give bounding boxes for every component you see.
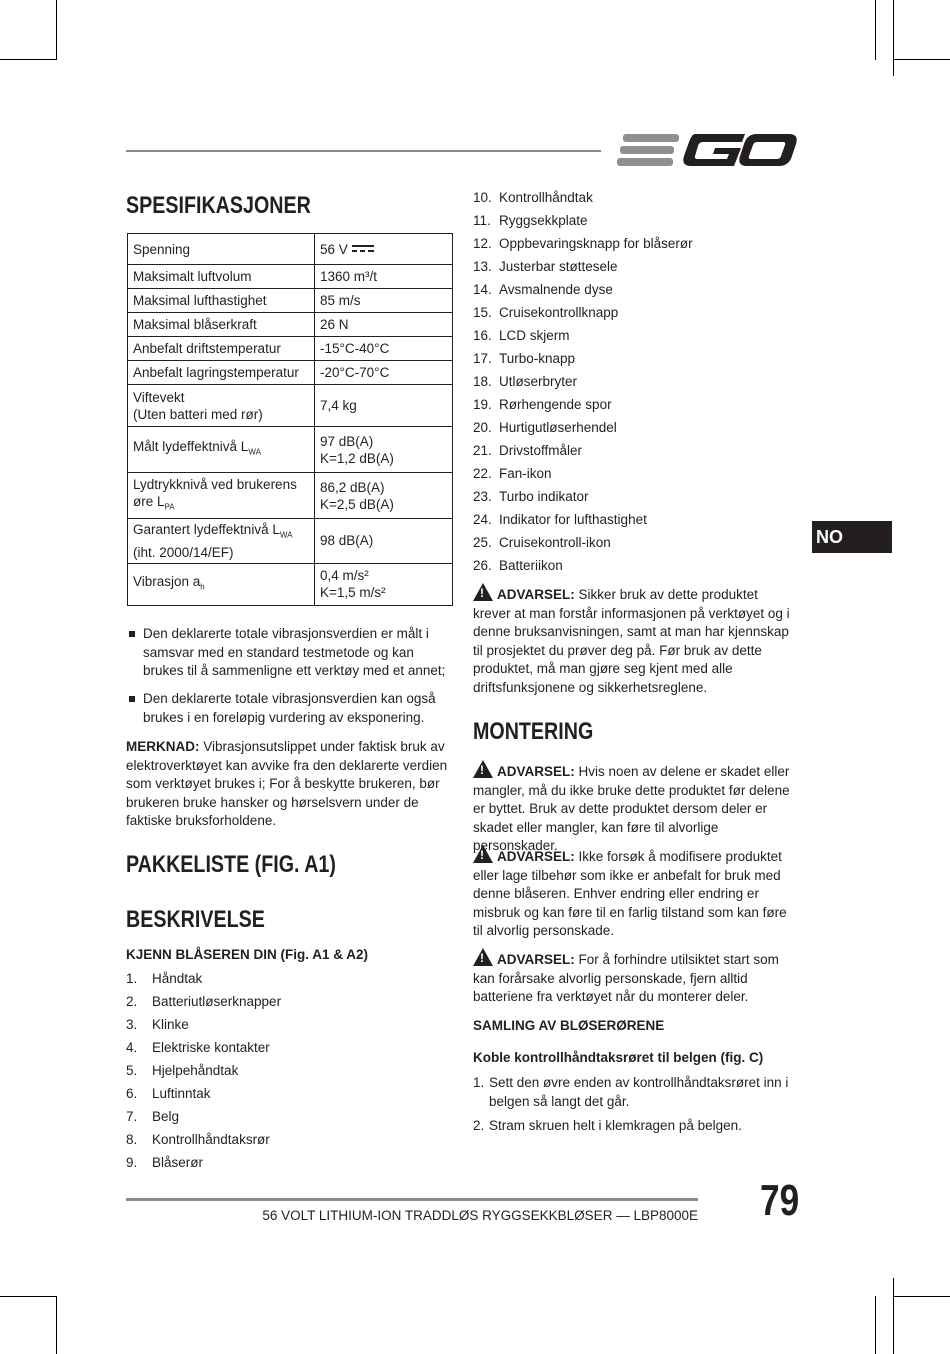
table-cell: 56 V [315, 234, 453, 265]
table-row [128, 473, 453, 519]
list-item-label: Turbo-knapp [499, 351, 576, 366]
list-item [126, 1151, 281, 1174]
crop-mark [56, 1296, 57, 1354]
list-item-label: Fan-ikon [499, 466, 552, 481]
list-item [126, 990, 281, 1013]
list-item-number: 21. [473, 443, 492, 458]
list-item [473, 209, 693, 232]
list-item-label: Ryggsekkplate [499, 213, 588, 228]
table-row [128, 337, 453, 361]
table-cell: -20°C-70°C [315, 361, 453, 385]
list-item-label: Drivstoffmåler [499, 443, 583, 458]
warning-triangle-icon [473, 583, 493, 601]
list-item [126, 1013, 281, 1036]
section-title-spesifikasjoner: SPESIFIKASJONER [126, 192, 311, 219]
table-row [128, 289, 453, 313]
list-item-label: Hurtigutløserhendel [499, 420, 617, 435]
section-title-pakkeliste: PAKKELISTE (FIG. A1) [126, 851, 336, 878]
ego-logo-graphic [617, 128, 799, 172]
warning-triangle-icon [473, 845, 493, 863]
list-item [473, 554, 693, 577]
crop-mark [56, 0, 57, 60]
list-item-label: Håndtak [152, 971, 203, 986]
list-item [473, 186, 693, 209]
bullet-square-icon [129, 631, 135, 637]
bullet-item: Den deklarerte totale vibrasjonsverdien kan også brukes i en foreløpig vurdering av eksponering. [127, 690, 457, 727]
dc-symbol-icon [352, 245, 374, 253]
step-item: 1. Sett den øvre enden av kontrollhåndtaksrøret inn i belgen så langt det går. [473, 1075, 789, 1109]
warning-paragraph: !ADVARSEL: For å forhindre utilsiktet start som kan forårsake alvorlig personskade, fjern alltid batteriene fra verktøyet når du monterer deler. [473, 948, 795, 1007]
beskrivelse-subtitle: KJENN BLÅSEREN DIN (Fig. A1 & A2) [126, 947, 369, 962]
table-cell: Maksimalt luftvolum [128, 265, 315, 289]
list-item-label: Batteriutløserknapper [152, 994, 282, 1009]
table-cell: 85 m/s [315, 289, 453, 313]
table-cell: 26 N [315, 313, 453, 337]
list-item-label: Indikator for lufthastighet [499, 512, 647, 527]
crop-mark [893, 0, 894, 76]
list-item-label: Blåserør [152, 1155, 204, 1170]
crop-mark [893, 59, 950, 60]
list-item-number: 25. [473, 535, 492, 550]
table-cell: 1360 m³/t [315, 265, 453, 289]
list-item-number: 10. [473, 190, 492, 205]
list-item-label: Klinke [152, 1017, 189, 1032]
table-cell: Målt lydeffektnivå $L_{WA}$ [128, 427, 315, 473]
list-item-number: 2. [126, 994, 138, 1009]
samling-heading: SAMLING AV BLØSERØRENE [473, 1018, 665, 1033]
spec-table [127, 233, 453, 606]
koble-heading: Koble kontrollhåndtaksrøret til belgen (fig. C) [473, 1050, 764, 1065]
crop-mark [0, 59, 57, 60]
crop-mark [893, 1278, 894, 1354]
list-item-label: Rørhengende spor [499, 397, 612, 412]
header-rule [126, 150, 601, 152]
table-cell: 0,4 m/s² K=1,5 m/s² [315, 563, 453, 605]
table-cell: 98 dB(A) [315, 519, 453, 564]
table-row [128, 234, 453, 265]
table-row [128, 563, 453, 605]
list-item-label: Kontrollhåndtaksrør [152, 1132, 270, 1147]
list-item-number: 24. [473, 512, 492, 527]
list-item-number: 19. [473, 397, 492, 412]
table-cell: Viftevekt (Uten batteri med rør) [128, 385, 315, 427]
list-item [126, 1105, 281, 1128]
list-item-label: LCD skjerm [499, 328, 570, 343]
bullet-square-icon [129, 696, 135, 702]
table-cell: 7,4 kg [315, 385, 453, 427]
table-row [128, 519, 453, 564]
table-row [128, 313, 453, 337]
list-item-label: Utløserbryter [499, 374, 578, 389]
warning-paragraph: !ADVARSEL: Hvis noen av delene er skadet eller mangler, må du ikke bruke dette produktet før delene er byttet. Bruk av dette produktet dersom deler er skadet eller mangler, kan føre til alvorlige personskader. [473, 760, 795, 856]
list-item-number: 15. [473, 305, 492, 320]
list-item-label: Kontrollhåndtak [499, 190, 593, 205]
list-item-number: 8. [126, 1132, 138, 1147]
list-item [473, 485, 693, 508]
section-title-montering: MONTERING [473, 718, 594, 745]
list-item-number: 16. [473, 328, 492, 343]
table-cell: -15°C-40°C [315, 337, 453, 361]
table-cell: Spenning [128, 234, 315, 265]
list-item-label: Elektriske kontakter [152, 1040, 270, 1055]
list-item-label: Belg [152, 1109, 180, 1124]
list-item-label: Avsmalnende dyse [499, 282, 613, 297]
list-item-label: Oppbevaringsknapp for blåserør [499, 236, 693, 251]
list-item-number: 4. [126, 1040, 138, 1055]
step-item: 2. Stram skruen helt i klemkragen på belgen. [473, 1118, 742, 1133]
language-tab [812, 521, 892, 553]
list-item-number: 7. [126, 1109, 138, 1124]
table-row [128, 385, 453, 427]
list-item [126, 967, 281, 990]
warning-paragraph: !ADVARSEL: Sikker bruk av dette produktet krever at man forstår informasjonen på verktøyet og i denne bruksanvisningen, samt at man har kjennskap til prosjektet du prøver deg på. Før bruk av dette produktet, må man gjøre seg kjent med alle driftsfunksjonene og sikkerhetsreglene. [473, 583, 795, 697]
warning-triangle-icon [473, 948, 493, 966]
table-cell: Garantert lydeffektnivå $L_{WA}$ (iht. 2000/14/EF) [128, 519, 315, 564]
list-item [126, 1082, 281, 1105]
list-item [473, 301, 693, 324]
list-item [473, 531, 693, 554]
list-item-label: Justerbar støttesele [499, 259, 618, 274]
table-cell: 97 dB(A) K=1,2 dB(A) [315, 427, 453, 473]
component-list-left [126, 967, 281, 1174]
crop-mark [875, 0, 876, 60]
list-item [126, 1036, 281, 1059]
list-item [473, 416, 693, 439]
note-paragraph: MERKNAD: Vibrasjonsutslippet under faktisk bruk av elektroverktøyet kan avvike fra den deklarerte verdien som verktøyet brukes i; For å beskytte brukeren, bør brukeren bruke hansker og hørselsvern under de faktiske bruksforholdene. [126, 739, 448, 828]
list-item-number: 9. [126, 1155, 138, 1170]
list-item-number: 14. [473, 282, 492, 297]
component-list-right [473, 186, 693, 577]
warning-triangle-icon [473, 760, 493, 778]
list-item-number: 22. [473, 466, 492, 481]
footer-rule [126, 1198, 698, 1201]
list-item-label: Cruisekontroll-ikon [499, 535, 611, 550]
footer-text: 56 VOLT LITHIUM-ION TRADDLØS RYGGSEKKBLØSER — LBP8000E [262, 1208, 698, 1223]
list-item-number: 1. [126, 971, 138, 986]
section-title-beskrivelse: BESKRIVELSE [126, 906, 265, 933]
table-row [128, 427, 453, 473]
list-item [473, 278, 693, 301]
list-item [473, 232, 693, 255]
table-row [128, 265, 453, 289]
table-cell: 86,2 dB(A) K=2,5 dB(A) [315, 473, 453, 519]
ego-logo [617, 128, 799, 172]
table-cell: Lydtrykknivå ved brukerens øre $L_{PA}$ [128, 473, 315, 519]
list-item [473, 370, 693, 393]
list-item [473, 255, 693, 278]
list-item [473, 324, 693, 347]
list-item [473, 462, 693, 485]
warning-paragraph: !ADVARSEL: Ikke forsøk å modifisere produktet eller lage tilbehør som ikke er anbefalt for bruk med denne blåseren. Enhver endring eller endring er misbruk og kan føre til en farlig tilstand som kan føre til alvorlig personskade. [473, 845, 795, 941]
table-row [128, 361, 453, 385]
list-item [126, 1128, 281, 1151]
crop-mark [0, 1296, 57, 1297]
list-item-label: Turbo indikator [499, 489, 589, 504]
list-item [473, 439, 693, 462]
table-cell: Maksimal blåserkraft [128, 313, 315, 337]
language-tab-label: NO [816, 527, 843, 547]
list-item-number: 17. [473, 351, 492, 366]
list-item-number: 3. [126, 1017, 138, 1032]
list-item [126, 1059, 281, 1082]
list-item-number: 26. [473, 558, 492, 573]
list-item-label: Luftinntak [152, 1086, 211, 1101]
table-cell: Anbefalt driftstemperatur [128, 337, 315, 361]
crop-mark [875, 1296, 876, 1354]
list-item-number: 20. [473, 420, 492, 435]
table-cell: Maksimal lufthastighet [128, 289, 315, 313]
list-item [473, 347, 693, 370]
table-cell: Anbefalt lagringstemperatur [128, 361, 315, 385]
list-item-label: Cruisekontrollknapp [499, 305, 619, 320]
list-item-number: 18. [473, 374, 492, 389]
page-number: 79 [760, 1176, 800, 1225]
list-item-number: 12. [473, 236, 492, 251]
list-item [473, 393, 693, 416]
list-item-label: Batteriikon [499, 558, 563, 573]
crop-mark [893, 1296, 950, 1297]
list-item-number: 13. [473, 259, 492, 274]
list-item-label: Hjelpehåndtak [152, 1063, 239, 1078]
list-item-number: 6. [126, 1086, 138, 1101]
table-cell: Vibrasjon $a_h$ [128, 563, 315, 605]
list-item [473, 508, 693, 531]
list-item-number: 11. [473, 213, 491, 228]
bullet-item: Den deklarerte totale vibrasjonsverdien er målt i samsvar med en standard testmetode og kan brukes til å sammenligne ett verktøy med et annet; [127, 625, 457, 681]
list-item-number: 5. [126, 1063, 138, 1078]
list-item-number: 23. [473, 489, 492, 504]
